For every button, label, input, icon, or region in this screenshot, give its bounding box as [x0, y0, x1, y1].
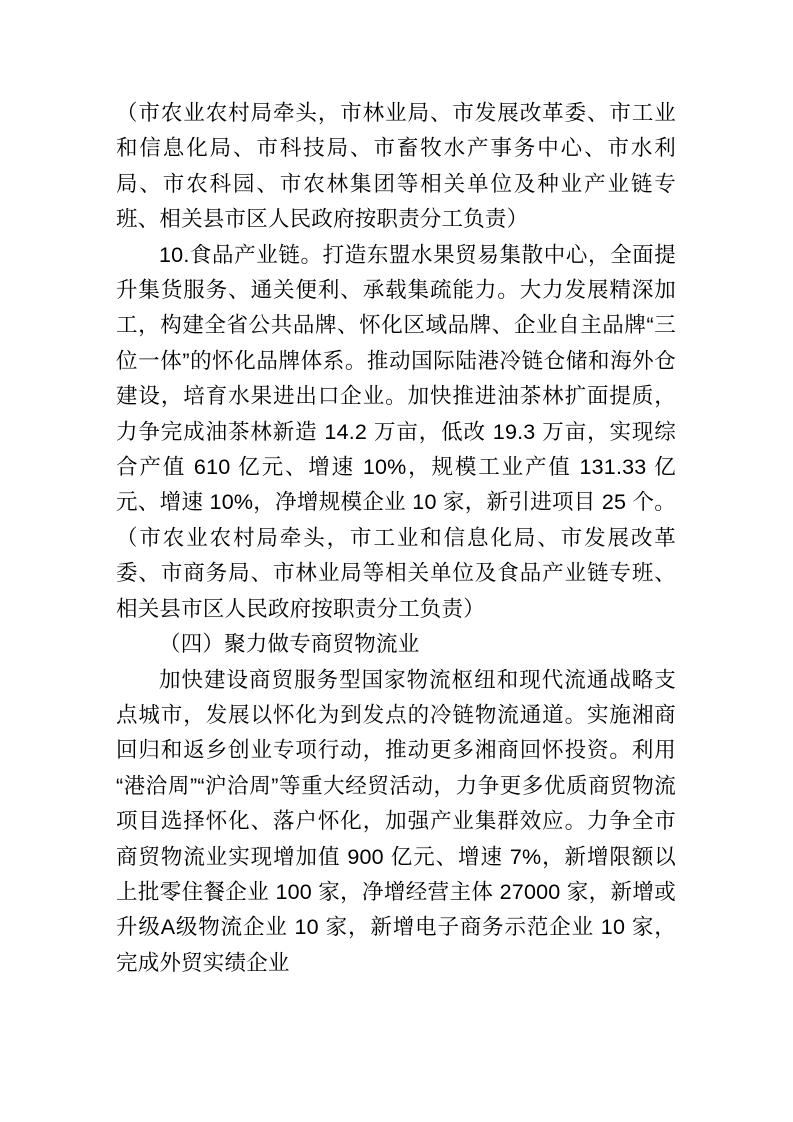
paragraph-food-industry-chain: 10.食品产业链。打造东盟水果贸易集散中心，全面提升集货服务、通关便利、承载集疏能力。大力发展精深加工，构建全省公共品牌、怀化区域品牌、企业自主品牌“三位一体”的怀化品牌体系。推动国际陆港冷链仓储和海外仓建设，培育水果进出口企业。加快推进油茶林扩面提质，力争完成油茶林新造 14.2 万亩，低改 19.3 万亩，实现综合产值 610 亿元、增速 10%，规模工业产值 131.33 亿元、增速 10%，净增规模企业 10 家，新引进项目 25 个。（市农业农村局牵头，市工业和信息化局、市发展改革委、市商务局、市林业局等相关单位及食品产业链专班、相关县市区人民政府按职责分工负责） [116, 242, 676, 621]
paragraph-trade-logistics: 加快建设商贸服务型国家物流枢纽和现代流通战略支点城市，发展以怀化为到发点的冷链物流通道。实施湘商回归和返乡创业专项行动，推动更多湘商回怀投资。利用“港洽周”“沪洽周”等重大经贸活动，力争更多优质商贸物流项目选择怀化、落户怀化，加强产业集群效应。力争全市商贸物流业实现增加值 900 亿元、增速 7%，新增限额以上批零住餐企业 100 家，净增经营主体 27000 家，新增或升级A级物流企业 10 家，新增电子商务示范企业 10 家，完成外贸实绩企业 [116, 667, 676, 975]
section-heading-trade-logistics: （四）聚力做专商贸物流业 [159, 632, 420, 657]
paragraph-responsibility-attribution: （市农业农村局牵头，市林业局、市发展改革委、市工业和信息化局、市科技局、市畜牧水产事务中心、市水利局、市农科园、市农林集团等相关单位及种业产业链专班、相关县市区人民政府按职责分工负责） [116, 101, 676, 232]
